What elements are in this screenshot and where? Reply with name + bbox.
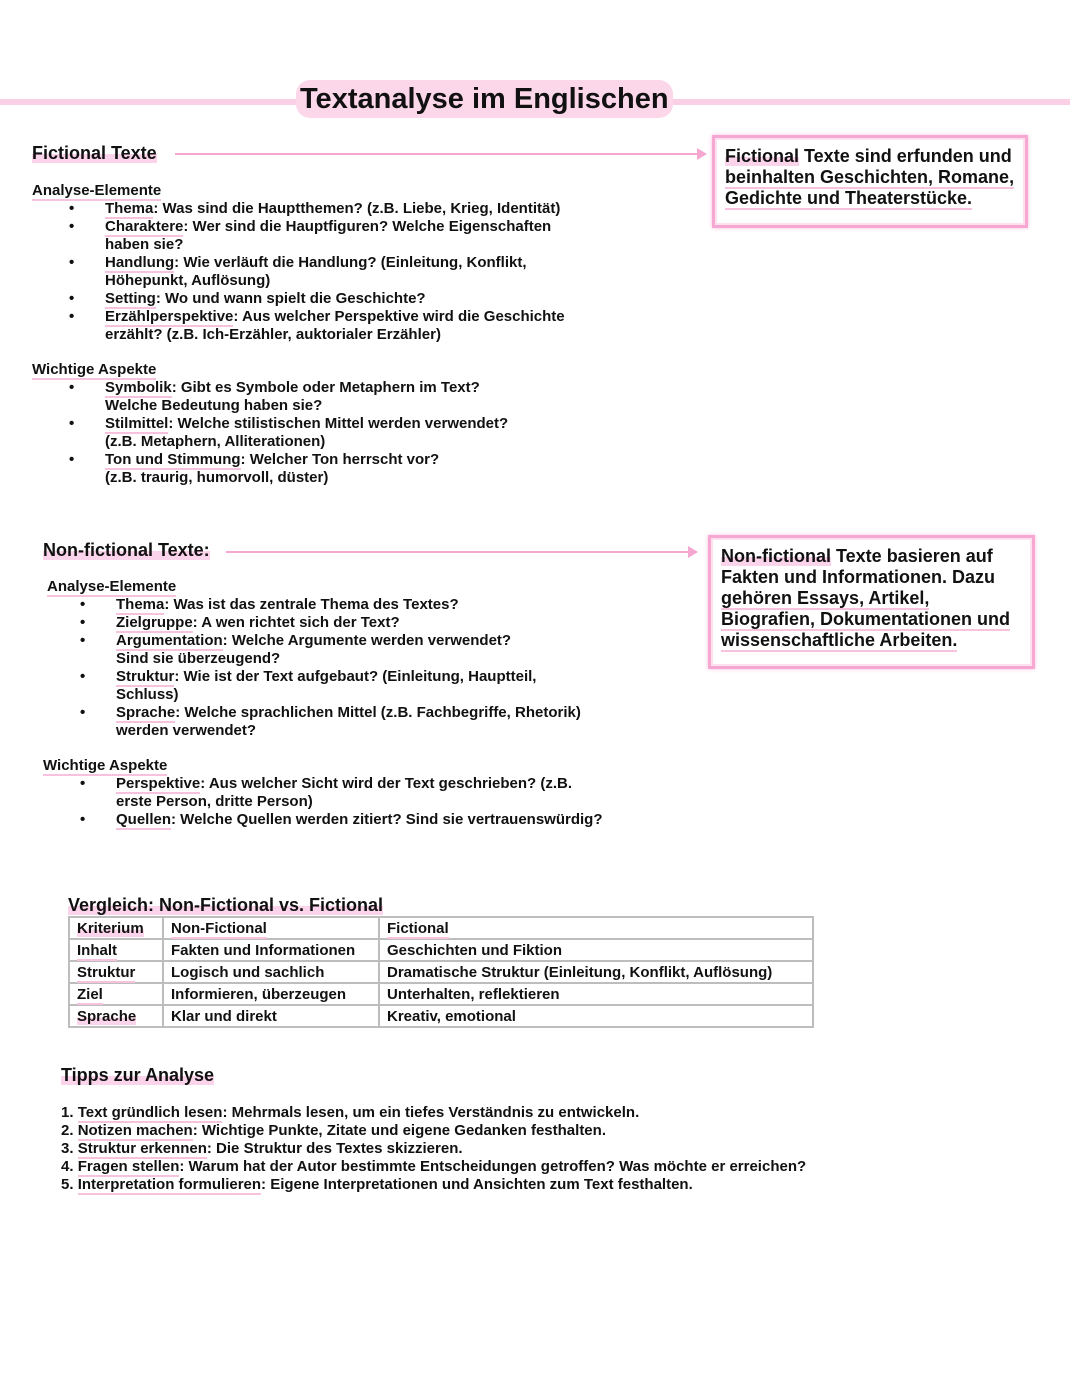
list-item: • Sprache: Welche sprachlichen Mittel (z.B. Fachbegriffe, Rhetorik) werden verwendet? <box>80 704 581 739</box>
comparison-table <box>68 916 814 1028</box>
comparison-heading: Vergleich: Non-Fictional vs. Fictional <box>68 895 384 915</box>
nonfictional-analyse-heading: Analyse-Elemente <box>47 578 177 595</box>
nonfictional-arrow-line <box>226 551 688 553</box>
table-cell: Unterhalten, reflektieren <box>379 983 813 1005</box>
list-item: • Setting: Wo und wann spielt die Geschichte? <box>69 290 426 307</box>
fictional-arrow-icon <box>697 148 707 160</box>
list-item: • Charaktere: Wer sind die Hauptfiguren? Welche Eigenschaften haben sie? <box>69 218 552 253</box>
table-cell: Logisch und sachlich <box>163 961 379 983</box>
table-cell: Inhalt <box>69 939 163 961</box>
table-cell: Struktur <box>69 961 163 983</box>
list-item: • Erzählperspektive: Aus welcher Perspektive wird die Geschichte erzählt? (z.B. Ich-Erzähler, auktorialer Erzähler) <box>69 308 565 343</box>
nonfictional-analyse-list <box>80 596 636 740</box>
list-item: • Ton und Stimmung: Welcher Ton herrscht vor? (z.B. traurig, humorvoll, düster) <box>69 451 440 486</box>
table-cell: Fakten und Informationen <box>163 939 379 961</box>
table-cell: Geschichten und Fiktion <box>379 939 813 961</box>
nonfictional-aspects-list <box>80 775 656 829</box>
table-cell: Kreativ, emotional <box>379 1005 813 1027</box>
fictional-aspects-list <box>69 379 625 487</box>
list-item: • Zielgruppe: A wen richtet sich der Text? <box>80 614 400 631</box>
table-header-cell: Kriterium <box>69 917 163 939</box>
table-header-row <box>69 917 813 939</box>
table-row <box>69 939 813 961</box>
table-cell: Sprache <box>69 1005 163 1027</box>
table-cell: Informieren, überzeugen <box>163 983 379 1005</box>
table-header-cell: Fictional <box>379 917 813 939</box>
table-header-cell: Non-Fictional <box>163 917 379 939</box>
table-cell: Ziel <box>69 983 163 1005</box>
nonfictional-aspects-heading: Wichtige Aspekte <box>43 757 168 774</box>
list-item: • Symbolik: Gibt es Symbole oder Metaphern im Text? Welche Bedeutung haben sie? <box>69 379 480 414</box>
fictional-definition-box: Fictional Texte sind erfunden und beinhalten Geschichten, Romane, Gedichte und Theaterstücke. <box>712 135 1028 228</box>
fictional-analyse-list <box>69 200 625 344</box>
table-cell: Dramatische Struktur (Einleitung, Konflikt, Auflösung) <box>379 961 813 983</box>
list-item: • Argumentation: Welche Argumente werden verwendet? Sind sie überzeugend? <box>80 632 512 667</box>
list-item: 1. Text gründlich lesen: Mehrmals lesen, um ein tiefes Verständnis zu entwickeln. <box>61 1104 640 1121</box>
table-row <box>69 1005 813 1027</box>
table-cell: Klar und direkt <box>163 1005 379 1027</box>
nonfictional-definition-box: Non-fictional Texte basieren auf Fakten und Informationen. Dazu gehören Essays, Artikel, Biografien, Dokumentationen und wissenschaftliche Arbeiten. <box>708 535 1035 669</box>
list-item: • Perspektive: Aus welcher Sicht wird der Text geschrieben? (z.B. erste Person, dritte Person) <box>80 775 572 810</box>
list-item: 5. Interpretation formulieren: Eigene Interpretationen und Ansichten zum Text festhalten. <box>61 1176 693 1193</box>
nonfictional-arrow-icon <box>688 546 698 558</box>
list-item: 3. Struktur erkennen: Die Struktur des Textes skizzieren. <box>61 1140 463 1157</box>
fictional-heading: Fictional Texte <box>32 143 157 163</box>
list-item: • Stilmittel: Welche stilistischen Mittel werden verwendet? (z.B. Metaphern, Alliterationen) <box>69 415 509 450</box>
table-row <box>69 983 813 1005</box>
list-item: • Thema: Was sind die Hauptthemen? (z.B. Liebe, Krieg, Identität) <box>69 200 561 217</box>
list-item: • Struktur: Wie ist der Text aufgebaut? (Einleitung, Hauptteil, Schluss) <box>80 668 537 703</box>
fictional-analyse-heading: Analyse-Elemente <box>32 182 162 199</box>
table-row <box>69 961 813 983</box>
list-item: • Handlung: Wie verläuft die Handlung? (Einleitung, Konflikt, Höhepunkt, Auflösung) <box>69 254 527 289</box>
fictional-aspects-heading: Wichtige Aspekte <box>32 361 157 378</box>
page-title: Textanalyse im Englischen <box>296 80 673 118</box>
list-item: 2. Notizen machen: Wichtige Punkte, Zitate und eigene Gedanken festhalten. <box>61 1122 606 1139</box>
list-item: 4. Fragen stellen: Warum hat der Autor bestimmte Entscheidungen getroffen? Was möchte er erreichen? <box>61 1158 807 1175</box>
list-item: • Quellen: Welche Quellen werden zitiert? Sind sie vertrauenswürdig? <box>80 811 603 828</box>
tips-heading: Tipps zur Analyse <box>61 1065 215 1085</box>
fictional-arrow-line <box>175 153 697 155</box>
list-item: • Thema: Was ist das zentrale Thema des Textes? <box>80 596 459 613</box>
nonfictional-heading: Non-fictional Texte: <box>43 540 210 560</box>
tips-list <box>61 1104 1061 1194</box>
